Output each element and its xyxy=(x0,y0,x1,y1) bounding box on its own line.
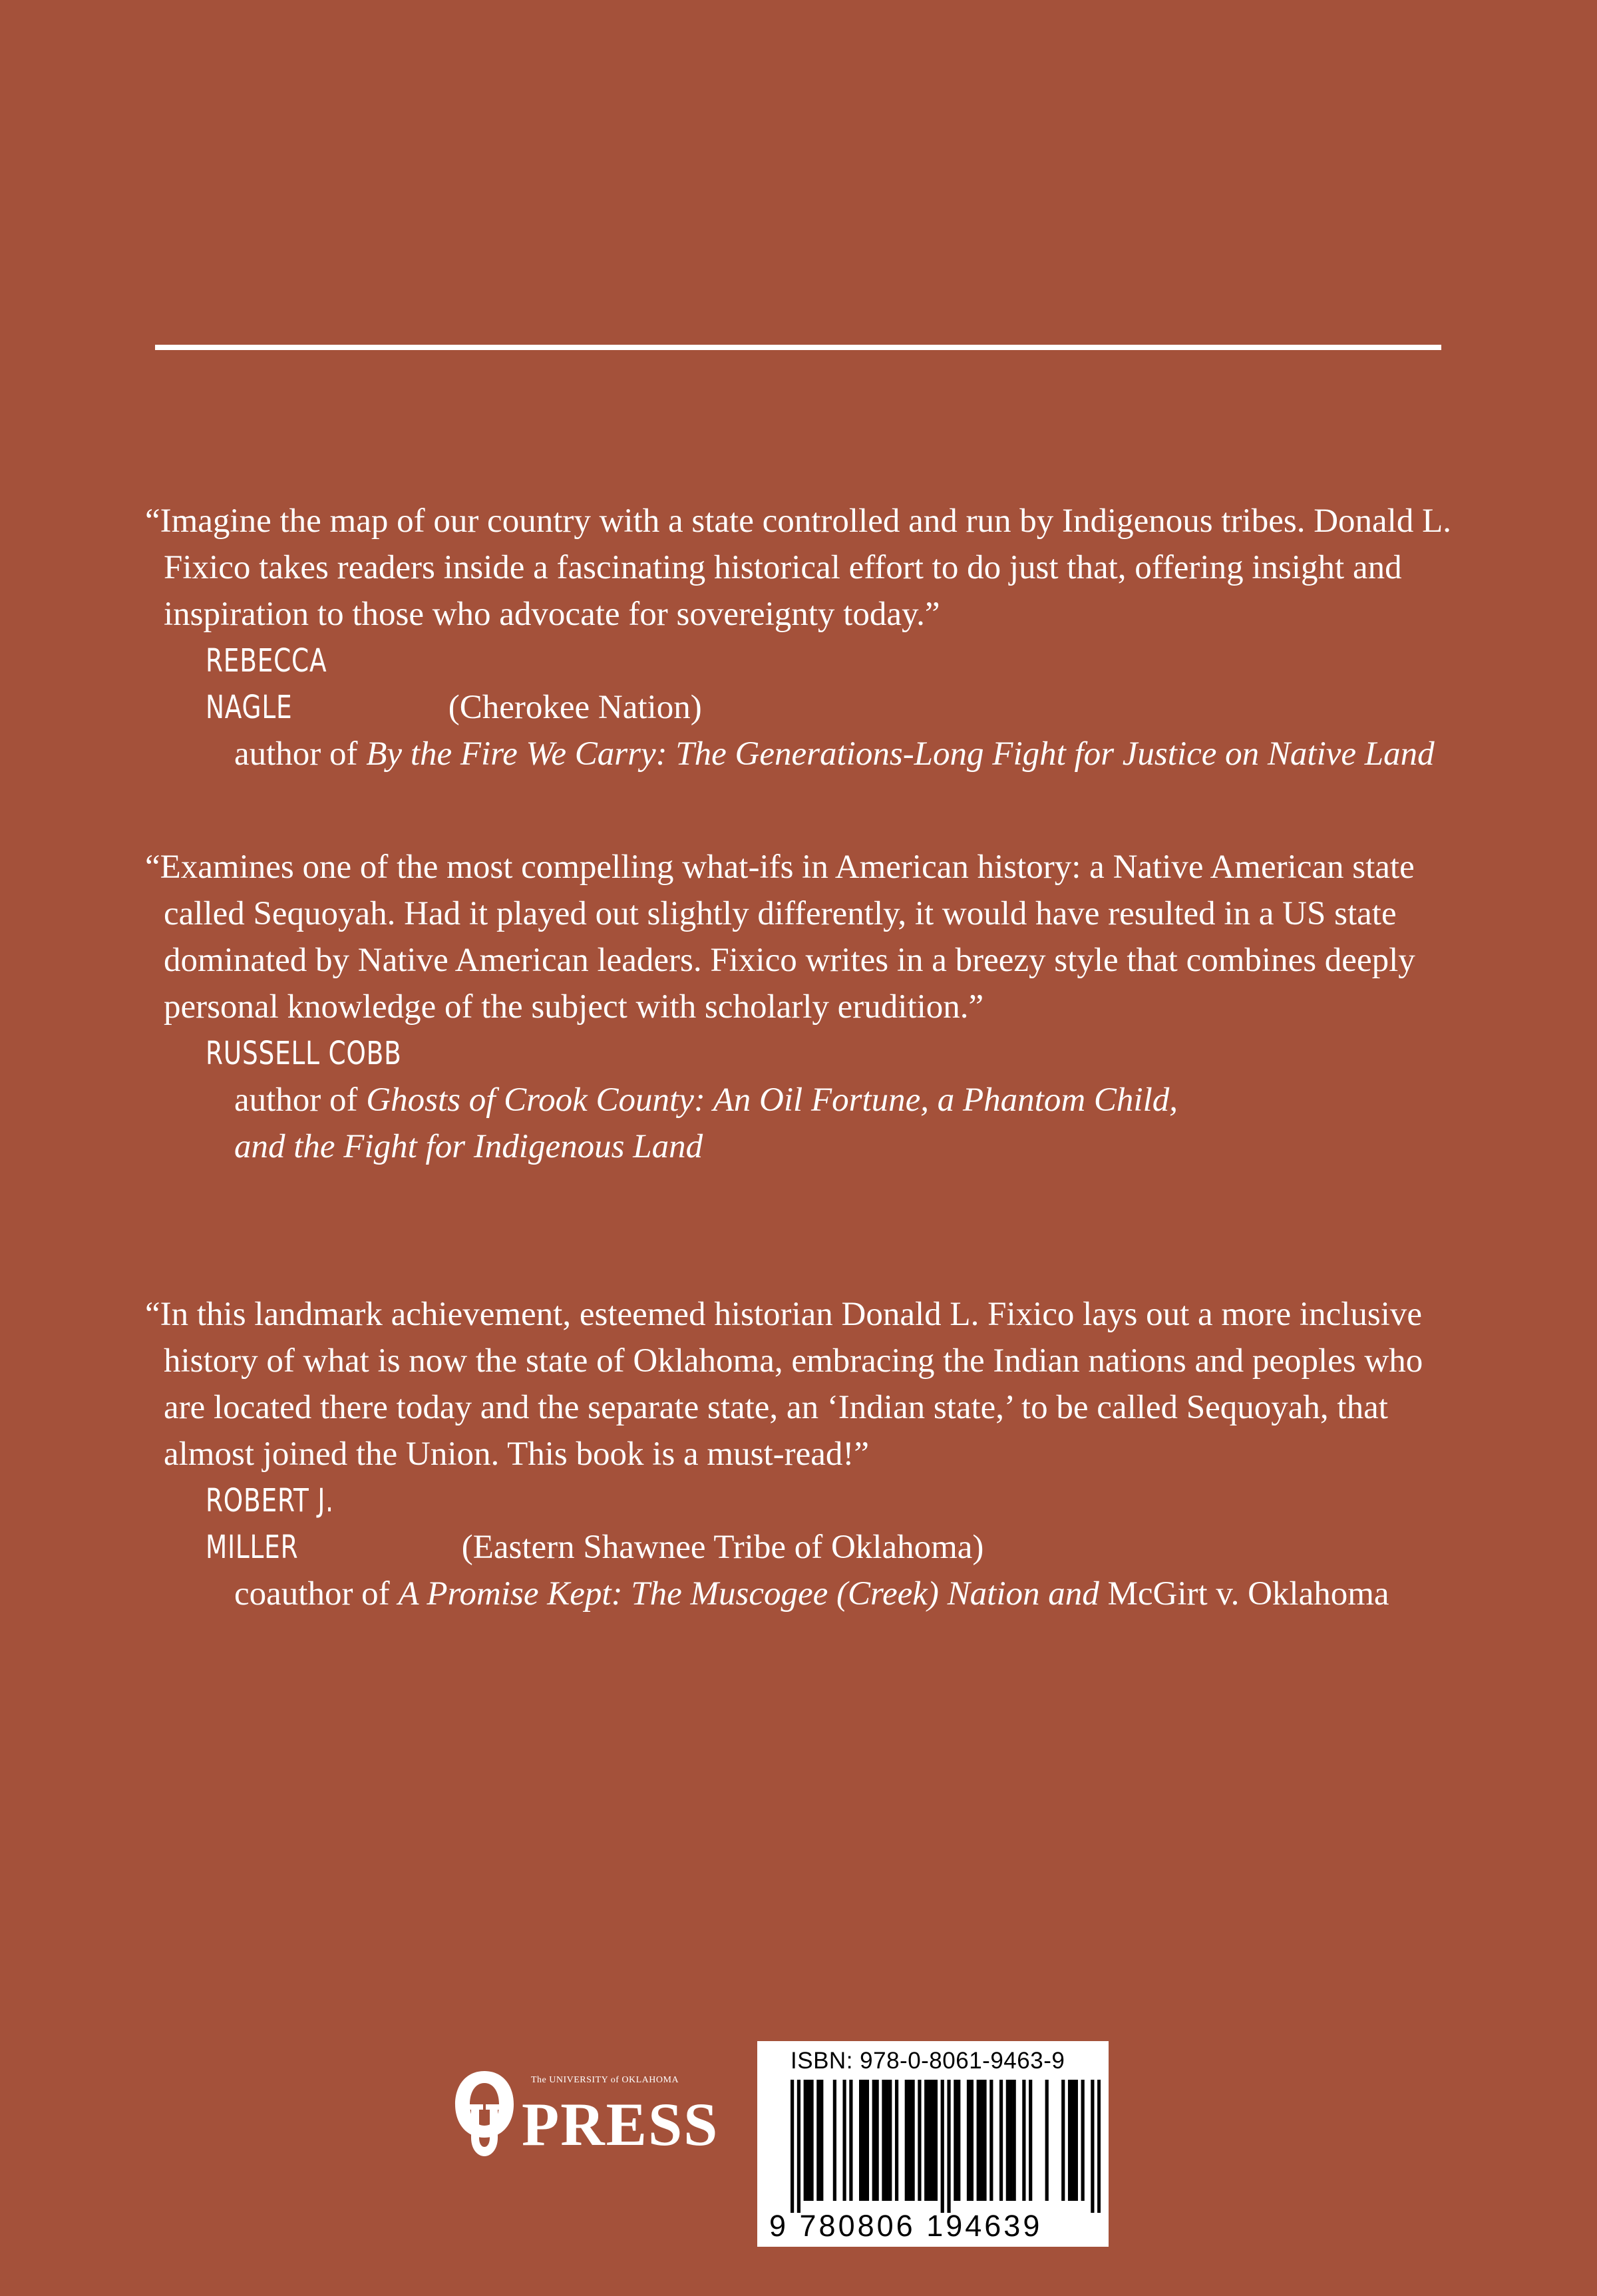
reviewer-affiliation: (Eastern Shawnee Tribe of Oklahoma) xyxy=(461,1529,984,1566)
barcode-bar xyxy=(1009,2080,1013,2201)
barcode-bar xyxy=(1081,2080,1085,2201)
barcode-bar xyxy=(859,2080,862,2201)
reviewer-affiliation: (Cherokee Nation) xyxy=(448,689,702,726)
blurb-attribution xyxy=(145,1030,1469,1077)
barcode-bar xyxy=(1071,2080,1075,2201)
ou-monogram-icon xyxy=(451,2066,518,2159)
barcode-bar xyxy=(1029,2080,1032,2201)
barcode-bar xyxy=(807,2080,810,2201)
barcode-bar xyxy=(885,2080,888,2201)
barcode-bar xyxy=(924,2080,928,2201)
barcode-bar xyxy=(908,2080,912,2201)
blurb-nagle xyxy=(145,498,1469,777)
barcode-bar xyxy=(797,2080,800,2213)
publisher-logo xyxy=(451,2063,731,2163)
barcode-bar xyxy=(989,2080,993,2201)
publisher-press-label: PRESS xyxy=(522,2090,719,2158)
barcode-bar xyxy=(862,2080,866,2201)
book-title: A Promise Kept: The Muscogee (Creek) Nation and xyxy=(398,1575,1099,1613)
barcode-bar xyxy=(967,2080,970,2201)
publisher-university-label: The UNIVERSITY of OKLAHOMA xyxy=(531,2075,679,2085)
barcode-bar xyxy=(833,2080,836,2201)
barcode-bar xyxy=(928,2080,931,2201)
blurb-quote: “Imagine the map of our country with a state controlled and run by Indigenous tribes. Donald L. Fixico takes readers inside a fascinating historical effort to do just that, offering insight and inspiration to those who advocate for sovereignty today.” xyxy=(145,502,1451,633)
barcode-bar xyxy=(918,2080,921,2201)
barcode-bar xyxy=(1022,2080,1025,2201)
reviewer-book xyxy=(145,1077,1469,1170)
barcode-bar xyxy=(983,2080,986,2201)
blurb-miller xyxy=(145,1291,1469,1617)
reviewer-name: REBECCA NAGLE xyxy=(206,642,327,726)
isbn-digits: 9 780806 194639 xyxy=(769,2209,1043,2243)
barcode-bar xyxy=(849,2080,852,2201)
book-suffix: McGirt v. Oklahoma xyxy=(1099,1575,1389,1613)
barcode-bar xyxy=(1068,2080,1071,2201)
barcode-bar xyxy=(820,2080,823,2201)
barcode-bar xyxy=(804,2080,807,2201)
barcode-bar xyxy=(1075,2080,1078,2201)
horizontal-rule xyxy=(155,345,1441,350)
barcode-bar xyxy=(934,2080,938,2201)
blurb-attribution xyxy=(145,1477,1469,1571)
book-prefix: author of xyxy=(234,1081,367,1119)
barcode-bar xyxy=(1061,2080,1065,2201)
barcode-icon xyxy=(791,2080,1101,2213)
blurb-attribution xyxy=(145,638,1469,731)
barcode-bar xyxy=(1013,2080,1016,2201)
book-title-line2: and the Fight for Indigenous Land xyxy=(234,1128,703,1165)
reviewer-book xyxy=(145,731,1469,777)
barcode-bar xyxy=(911,2080,914,2201)
book-title: Ghosts of Crook County: An Oil Fortune, a Phantom Child, xyxy=(366,1081,1178,1119)
barcode-bar xyxy=(888,2080,892,2201)
barcode-bar xyxy=(876,2080,879,2201)
reviewer-book xyxy=(145,1571,1469,1617)
barcode-bar xyxy=(980,2080,983,2201)
barcode-bar xyxy=(816,2080,820,2201)
barcode-bar xyxy=(977,2080,980,2201)
barcode-bar xyxy=(1006,2080,1009,2201)
reviewer-name: RUSSELL COBB xyxy=(206,1035,402,1072)
barcode-bar xyxy=(810,2080,813,2201)
barcode-bar xyxy=(957,2080,960,2201)
book-prefix: author of xyxy=(234,735,367,773)
blurb-quote: “Examines one of the most compelling what-ifs in American history: a Native American state called Sequoyah. Had it played out slightly differently, it would have resulted in a US state dominated by Native American leaders. Fixico writes in a breezy style that combines deeply personal knowledge of the subject with scholarly erudition.” xyxy=(145,849,1415,1026)
book-prefix: coauthor of xyxy=(234,1575,399,1613)
barcode-bar xyxy=(791,2080,794,2213)
barcode-bar xyxy=(866,2080,869,2201)
barcode-bar xyxy=(895,2080,898,2201)
barcode-bar xyxy=(947,2080,950,2213)
blurb-cobb xyxy=(145,844,1469,1170)
barcode-bar xyxy=(872,2080,876,2201)
barcode-bar xyxy=(882,2080,885,2201)
barcode-bar xyxy=(1091,2080,1094,2213)
barcode-bar xyxy=(999,2080,1003,2201)
barcode-bar xyxy=(905,2080,908,2201)
barcode-bar xyxy=(842,2080,846,2201)
barcode-bar xyxy=(1097,2080,1101,2213)
barcode-bar xyxy=(954,2080,957,2201)
isbn-label: ISBN: 978-0-8061-9463-9 xyxy=(791,2048,1065,2074)
reviewer-name: ROBERT J. MILLER xyxy=(206,1482,334,1566)
barcode-bar xyxy=(941,2080,944,2213)
barcode-bar xyxy=(931,2080,934,2201)
book-title: By the Fire We Carry: The Generations-Long Fight for Justice on Native Land xyxy=(366,735,1435,773)
barcode-bar xyxy=(970,2080,974,2201)
barcode-bar xyxy=(1045,2080,1049,2201)
blurb-quote: “In this landmark achievement, esteemed historian Donald L. Fixico lays out a more inclusive history of what is now the state of Oklahoma, embracing the Indian nations and peoples who are located there today and the separate state, an ‘Indian state,’ to be called Sequoyah, that almost joined the Union. This book is a must-read!” xyxy=(145,1296,1423,1473)
isbn-barcode-box xyxy=(757,2041,1109,2247)
